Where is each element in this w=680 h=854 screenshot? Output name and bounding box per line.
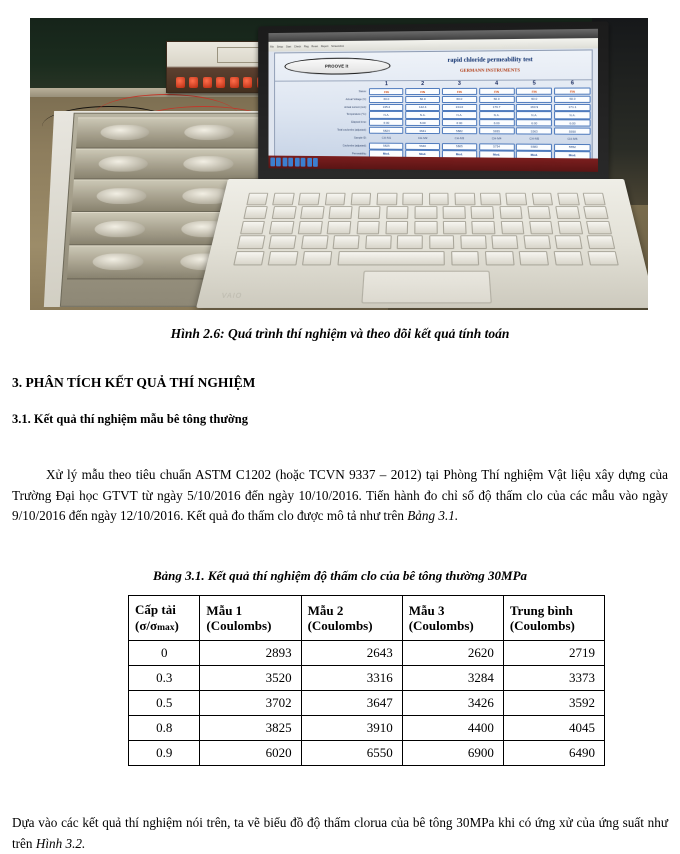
grid-cell: N.A.	[555, 111, 592, 118]
intro-paragraph-reference: Bảng 3.1.	[407, 508, 458, 523]
software-subtitle: GERMANN INSTRUMENTS	[398, 67, 585, 73]
laptop-screen	[269, 28, 599, 171]
keyboard-row	[236, 235, 615, 249]
row-label: Status:	[276, 90, 369, 93]
table-header-row	[129, 596, 605, 641]
grid-cell: 5825	[370, 142, 404, 149]
windows-taskbar[interactable]	[269, 155, 599, 171]
grid-cell: N.A.	[442, 111, 477, 118]
grid-cell: FIN	[517, 87, 553, 94]
row-label: Actual current (mA):	[276, 106, 369, 109]
column-header-sample-1	[200, 596, 301, 641]
menu-item[interactable]: Flag	[304, 45, 309, 48]
cell-sample-2: 2643	[301, 641, 402, 666]
cell-sample-3: 2620	[402, 641, 503, 666]
column-header-sample-1-line1: Mẫu 1	[206, 603, 242, 618]
column-header-sample-2-line2: (Coulombs)	[308, 618, 402, 633]
photo-scene	[30, 18, 648, 310]
grid-cell: 60.0	[406, 96, 441, 103]
grid-cell: 60.0	[442, 96, 477, 103]
keyboard-row	[246, 192, 605, 204]
cell-load: 0.3	[129, 666, 200, 691]
column-header-average	[503, 596, 604, 641]
menu-item[interactable]: Start	[286, 45, 291, 48]
laptop-brand-logo: VAIO	[221, 292, 243, 299]
grid-cell: FIN	[370, 88, 404, 95]
grid-cell: 5734	[479, 143, 515, 150]
grid-cell: N.A.	[479, 111, 515, 118]
table-row	[129, 741, 605, 766]
menu-item[interactable]: File	[270, 45, 274, 48]
cell-sample-1: 3702	[200, 691, 301, 716]
chloride-permeability-table	[128, 595, 605, 766]
menu-item[interactable]: Check	[294, 45, 301, 48]
table-row	[129, 716, 605, 741]
grid-cell: N.A.	[406, 111, 441, 118]
menu-item[interactable]: Setup	[277, 45, 283, 48]
grid-cell: CH-M4	[479, 136, 515, 141]
grid-cell: FIN	[479, 88, 515, 95]
sigma-max-subscript: max	[157, 623, 174, 633]
grid-cell: 60.0	[555, 95, 592, 102]
grid-cell: FIN	[442, 88, 477, 95]
grid-cell: CH-M5	[517, 136, 553, 141]
grid-cell: 135.2	[370, 103, 404, 110]
software-data-grid	[276, 79, 592, 159]
grid-row-voltage	[276, 95, 592, 103]
cell-average: 4045	[503, 716, 604, 741]
outro-paragraph	[12, 813, 668, 854]
row-label: Permeability:	[276, 151, 369, 155]
grid-cell: 5590	[555, 127, 592, 134]
column-header: 1	[370, 81, 404, 86]
cell-sample-3: 6900	[402, 741, 503, 766]
software-main-panel	[275, 50, 593, 161]
grid-cell: 5583	[517, 143, 553, 151]
column-header: 3	[442, 81, 477, 86]
grid-cell: 6:00	[555, 119, 592, 126]
grid-cell: 163.9	[517, 103, 553, 110]
cell-average: 3373	[503, 666, 604, 691]
menu-item[interactable]: Screenshot	[332, 44, 345, 47]
grid-cell: 60.0	[479, 95, 515, 102]
grid-cell: FIN	[406, 88, 441, 95]
row-label: Coulombs (adjusted):	[276, 144, 369, 148]
proove-it-logo: PROOVE it	[285, 57, 391, 74]
grid-cell: 176.7	[479, 103, 515, 110]
column-header: 2	[406, 81, 441, 86]
cell-load: 0.5	[129, 691, 200, 716]
column-header-sample-2	[301, 596, 402, 641]
cell-load: 0.8	[129, 716, 200, 741]
cell-sample-1: 3520	[200, 666, 301, 691]
table-caption: Bảng 3.1. Kết quả thí nghiệm độ thấm clo của bê tông thường 30MPa	[0, 568, 680, 584]
row-label: Total coulombs (adjusted):	[276, 128, 369, 131]
column-header-sample-3-line2: (Coulombs)	[409, 618, 503, 633]
grid-cell: Mod.	[479, 151, 515, 159]
grid-cell: 5552	[555, 143, 592, 151]
grid-cell: CH-M1	[370, 135, 404, 140]
grid-cell: 5835	[479, 127, 515, 134]
laptop-base	[196, 179, 648, 308]
menu-item[interactable]: Report	[321, 45, 328, 48]
grid-row-current	[276, 103, 592, 111]
column-header-sample-3-line1: Mẫu 3	[409, 603, 445, 618]
cell-sample-3: 3284	[402, 666, 503, 691]
column-header: 6	[555, 80, 592, 85]
grid-cell: 5563	[517, 127, 553, 134]
row-label: Actual Voltage (V):	[276, 98, 369, 101]
test-cell-row	[74, 148, 268, 180]
section-heading: 3. PHÂN TÍCH KẾT QUẢ THÍ NGHIỆM	[12, 375, 255, 391]
grid-cell: 142.4	[406, 103, 441, 110]
table-row	[129, 666, 605, 691]
grid-cell: 5824	[370, 127, 404, 134]
grid-cell: N.A.	[370, 111, 404, 118]
grid-cell: 60.0	[517, 95, 553, 102]
figure-caption: Hình 2.6: Quá trình thí nghiệm và theo dõi kết quả tính toán	[0, 326, 680, 342]
cell-sample-3: 4400	[402, 716, 503, 741]
menu-item[interactable]: Reset	[312, 45, 318, 48]
laptop-trackpad	[361, 270, 491, 304]
grid-cell: 134.0	[442, 103, 477, 110]
cell-average: 2719	[503, 641, 604, 666]
table-body	[129, 641, 605, 766]
laptop-keyboard	[233, 192, 619, 265]
grid-cell: 5882	[442, 127, 477, 134]
grid-cell: Mod.	[370, 150, 404, 157]
grid-cell: 6:00	[479, 119, 515, 126]
row-label: Sample ID:	[276, 136, 369, 139]
intro-paragraph-text: Xử lý mẫu theo tiêu chuẩn ASTM C1202 (hoặc TCVN 9337 – 2012) tại Phòng Thí nghiệm Vật liệu xây dựng của Trường Đại học GTVT từ ngày 5/10/2016 đến ngày 10/10/2016. Tiến hành đo chỉ số độ thấm clo của các mẫu vào ngày 9/10/2016 đến ngày 12/10/2016. Kết quả đo thấm clo được mô tả như trên	[12, 467, 668, 523]
experiment-photo	[30, 18, 648, 310]
intro-paragraph	[12, 465, 668, 527]
outro-paragraph-text: Dựa vào các kết quả thí nghiệm nói trên, ta vẽ biểu đồ độ thấm clorua của bê tông 30MPa khi có ứng xử của ứng suất như trên	[12, 815, 668, 850]
grid-cell: 6:00	[442, 119, 477, 126]
grid-cell: N.A.	[517, 111, 553, 118]
grid-cell: CH-M3	[442, 136, 477, 141]
grid-cell: Mod.	[517, 151, 553, 159]
keyboard-row	[233, 251, 619, 265]
keyboard-row	[243, 206, 609, 219]
column-header-average-line2: (Coulombs)	[510, 618, 604, 633]
cell-sample-1: 2893	[200, 641, 301, 666]
grid-cell: 5640	[406, 142, 441, 149]
grid-cell: CH-M2	[406, 136, 441, 141]
table-row	[129, 691, 605, 716]
keyboard-row	[239, 220, 611, 233]
column-header-sample-1-line2: (Coulombs)	[206, 618, 300, 633]
table-row	[129, 641, 605, 666]
column-header-average-line1: Trung bình	[510, 603, 573, 618]
grid-cell: Mod.	[442, 150, 477, 157]
subsection-heading: 3.1. Kết quả thí nghiệm mẫu bê tông thường	[12, 412, 248, 427]
cell-sample-3: 3426	[402, 691, 503, 716]
grid-cell: FIN	[555, 87, 592, 94]
table-head	[129, 596, 605, 641]
column-header-sample-3	[402, 596, 503, 641]
cell-sample-1: 6020	[200, 741, 301, 766]
grid-cell: 6:00	[406, 119, 441, 126]
column-header-load-line1: Cấp tải	[135, 602, 176, 617]
grid-cell: CH-M6	[555, 136, 592, 141]
column-header-sample-2-line1: Mẫu 2	[308, 603, 344, 618]
cell-load: 0	[129, 641, 200, 666]
grid-cell: 3641	[406, 127, 441, 134]
cell-sample-2: 3910	[301, 716, 402, 741]
cell-sample-2: 6550	[301, 741, 402, 766]
laptop-lid	[259, 21, 610, 190]
cell-average: 3592	[503, 691, 604, 716]
software-header	[276, 51, 592, 82]
row-label: Elapsed time:	[276, 121, 369, 124]
software-title: rapid chloride permeability test	[398, 55, 585, 64]
grid-cell: 6:00	[517, 119, 553, 126]
outro-paragraph-reference: Hình 3.2.	[36, 836, 85, 851]
cell-load: 0.9	[129, 741, 200, 766]
test-cell-row	[76, 117, 268, 148]
cell-sample-2: 3647	[301, 691, 402, 716]
column-header: 4	[479, 81, 515, 86]
column-header: 5	[517, 80, 553, 85]
cell-sample-2: 3316	[301, 666, 402, 691]
grid-cell: 6:00	[370, 119, 404, 126]
grid-cell: 171.1	[555, 103, 592, 110]
grid-cell: Mod.	[555, 151, 592, 159]
cell-sample-1: 3825	[200, 716, 301, 741]
cell-average: 6490	[503, 741, 604, 766]
grid-cell: Mod.	[406, 150, 441, 157]
grid-cell: 60.0	[370, 96, 404, 103]
grid-cell: 5805	[442, 143, 477, 150]
column-header-load	[129, 596, 200, 641]
row-label: Temperature (°C):	[276, 113, 369, 116]
column-header-load-line2: (σ/σmax)	[135, 618, 199, 634]
